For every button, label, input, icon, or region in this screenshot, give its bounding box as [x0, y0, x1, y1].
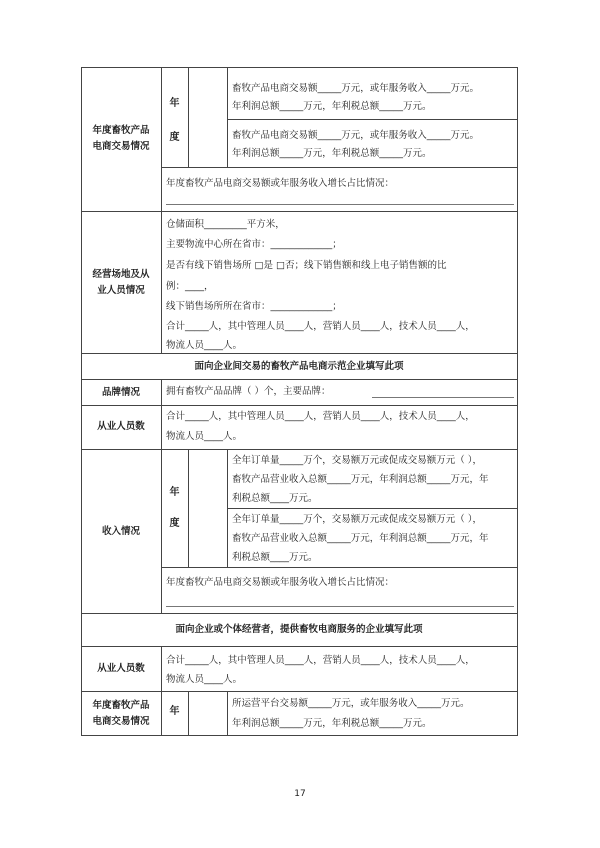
site-line: 物流人员____人。	[166, 340, 243, 351]
staff-line: 合计_____人，其中管理人员____人，营销人员____人，技术人员____人，	[166, 411, 475, 422]
year-label: 度	[169, 132, 180, 143]
site-staff-label: 经营场地及从 业人员情况	[92, 268, 150, 296]
annual-sales-label: 年度畜牧产品 电商交易情况	[92, 125, 150, 152]
growth-text: 年度畜牧产品电商交易额或年服务收入增长占比情况：	[166, 577, 395, 588]
brand-answer-line[interactable]	[372, 397, 514, 398]
staff-count-label: 从业人员数	[97, 421, 145, 432]
annual-sales-label: 年度畜牧产品 电商交易情况	[92, 699, 150, 727]
year-label: 年	[169, 487, 180, 498]
staff-count-label: 从业人员数	[97, 663, 145, 674]
year-label: 年	[169, 706, 180, 717]
growth-answer-line[interactable]	[166, 204, 514, 205]
sales-row-line: 年利润总额_____万元，年利税总额_____万元。	[232, 148, 432, 159]
income-row-line: 全年订单量_____万个，交易额万元或促成交易额万元（ ），	[232, 514, 483, 525]
site-line: 合计_____人，其中管理人员____人，营销人员____人，技术人员____人，	[166, 321, 475, 332]
income-row-line: 畜牧产品营业收入总额_____万元，年利润总额_____万元，年	[232, 533, 489, 544]
year-label: 年	[169, 98, 180, 109]
brand-text: 拥有畜牧产品品牌（ ）个，主要品牌：	[166, 386, 331, 397]
income-row-line: 利税总额____万元。	[232, 493, 318, 504]
section3-heading: 面向企业或个体经营者，提供畜牧电商服务的企业填写此项	[175, 624, 423, 635]
income-row-line: 利税总额____万元。	[232, 552, 318, 563]
year-label: 度	[169, 518, 180, 529]
income-row-line: 畜牧产品营业收入总额_____万元，年利润总额_____万元，年	[232, 474, 489, 485]
platform-row-line: 所运营平台交易额_____万元，或年服务收入_____万元。	[232, 698, 470, 709]
platform-row-line: 年利润总额_____万元，年利税总额_____万元。	[232, 718, 432, 729]
site-line: 仓储面积_________平方米，	[166, 219, 285, 230]
section2-heading: 面向企业间交易的畜牧产品电商示范企业填写此项	[194, 361, 404, 372]
growth-text: 年度畜牧产品电商交易额或年服务收入增长占比情况：	[166, 178, 395, 189]
site-line: 是否有线下销售场所 □是 □否；线下销售额和线上电子销售额的比	[166, 260, 447, 271]
staff-line: 合计_____人，其中管理人员____人，营销人员____人，技术人员____人，	[166, 655, 475, 666]
staff-line: 物流人员____人。	[166, 674, 243, 685]
site-line: 线下销售场所所在省市：_____________；	[166, 301, 342, 312]
site-line: 例：____，	[166, 281, 214, 292]
sales-row-line: 年利润总额_____万元，年利税总额_____万元。	[232, 101, 432, 112]
page-number: 17	[294, 789, 306, 799]
sales-row-line: 畜牧产品电商交易额_____万元，或年服务收入_____万元。	[232, 130, 480, 141]
income-row-line: 全年订单量_____万个，交易额万元或促成交易额万元（ ），	[232, 455, 483, 466]
growth-answer-line[interactable]	[166, 606, 514, 607]
staff-line: 物流人员____人。	[166, 431, 243, 442]
site-line: 主要物流中心所在省市：_____________；	[166, 239, 342, 250]
sales-row-line: 畜牧产品电商交易额_____万元，或年服务收入_____万元。	[232, 83, 480, 94]
brand-label: 品牌情况	[101, 386, 140, 398]
income-label: 收入情况	[101, 525, 140, 537]
